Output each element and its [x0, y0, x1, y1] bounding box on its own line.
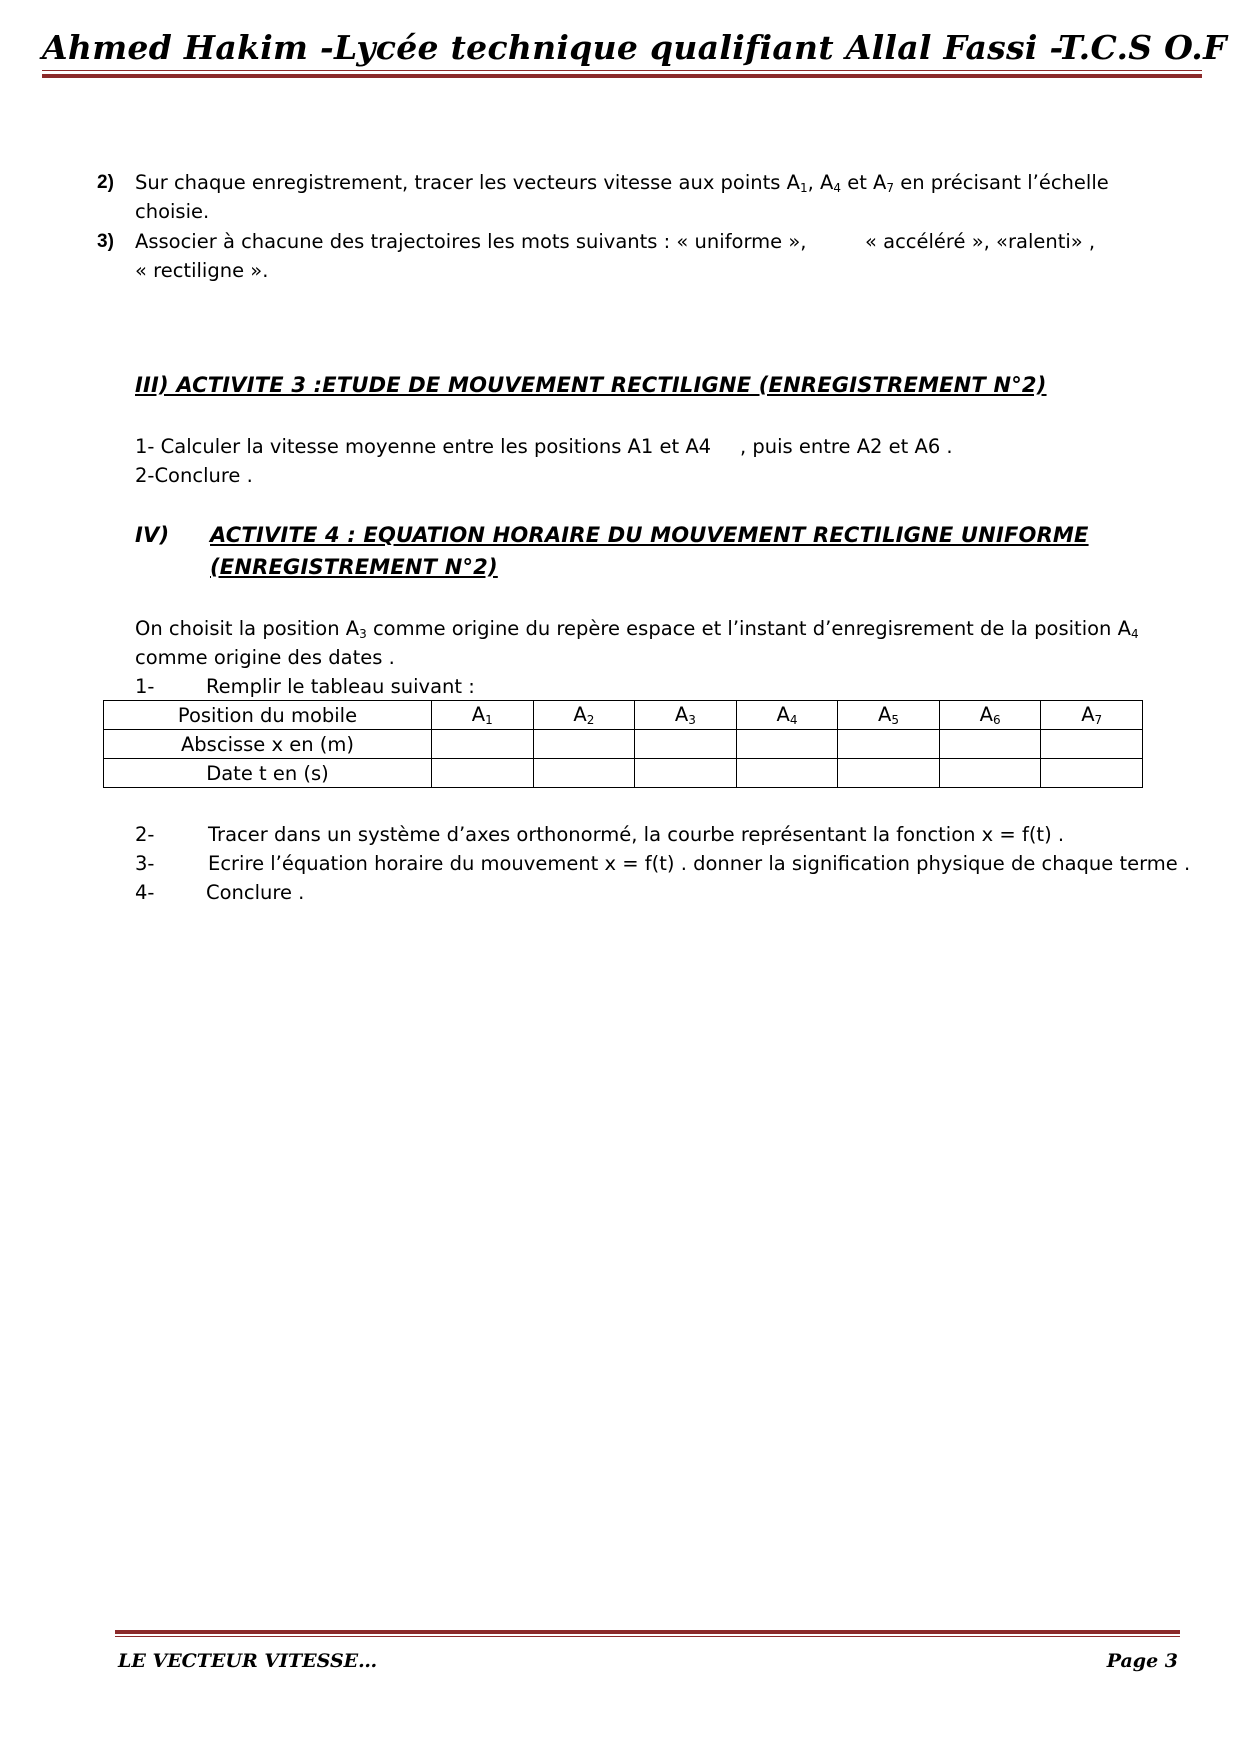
table-row	[104, 730, 1143, 759]
footer-chapter-title: LE VECTEUR VITESSE…	[118, 1650, 378, 1672]
page-header-title: Ahmed Hakim -Lycée technique qualifiant Allal Fassi -T.C.S O.F	[42, 28, 1227, 67]
section-3-heading: III) ACTIVITE 3 :ETUDE DE MOUVEMENT RECTILIGNE (ENREGISTREMENT N°2)	[135, 373, 1047, 397]
table-empty-cell	[635, 730, 737, 759]
section-4-heading-line1: ACTIVITE 4 : EQUATION HORAIRE DU MOUVEMENT RECTILIGNE UNIFORME	[210, 523, 1089, 547]
table-position-cell: $A_5$	[838, 701, 940, 730]
section-4-step3-number: 3-	[135, 852, 155, 875]
section-4-step4-text: Conclure .	[206, 881, 305, 904]
table-position-cell: $A_2$	[533, 701, 635, 730]
table-empty-cell	[533, 730, 635, 759]
table-header-cell: Position du mobile	[104, 701, 432, 730]
table-position-cell: $A_1$	[432, 701, 534, 730]
table-position-cell: $A_7$	[1041, 701, 1143, 730]
section-4-step4-number: 4-	[135, 881, 155, 904]
section-4-step1-text: Remplir le tableau suivant :	[206, 675, 475, 698]
question-3-line2: « rectiligne ».	[135, 259, 269, 282]
table-empty-cell	[838, 730, 940, 759]
table-position-cell: $A_3$	[635, 701, 737, 730]
table-empty-cell	[939, 730, 1041, 759]
table-empty-cell	[432, 759, 534, 788]
section-4-step3-text: Ecrire l’équation horaire du mouvement x = f(t) . donner la signification physique de chaque terme .	[208, 852, 1191, 875]
footer-rule-top	[115, 1630, 1180, 1634]
positions-table	[103, 700, 1143, 788]
question-3-number: 3)	[97, 231, 114, 252]
question-2-line1: Sur chaque enregistrement, tracer les vecteurs vitesse aux points $A_1$, $A_4$ et $A_7$ en précisant l’échelle	[135, 171, 1109, 195]
table-empty-cell	[635, 759, 737, 788]
footer-page-number: Page 3	[1106, 1650, 1178, 1672]
table-row	[104, 759, 1143, 788]
table-empty-cell	[1041, 759, 1143, 788]
table-empty-cell	[736, 730, 838, 759]
section-3-question-1a: 1- Calculer la vitesse moyenne entre les positions A1 et A4	[135, 435, 712, 458]
table-empty-cell	[736, 759, 838, 788]
section-4-intro-line1: On choisit la position $A_3$ comme origine du repère espace et l’instant d’enregisrement de la position $A_4$	[135, 617, 1139, 641]
section-4-step2-text: Tracer dans un système d’axes orthonormé, la courbe représentant la fonction x = f(t) .	[208, 823, 1065, 846]
question-3-line1: Associer à chacune des trajectoires les mots suivants : « uniforme »,	[135, 230, 807, 253]
table-position-cell: $A_6$	[939, 701, 1041, 730]
section-4-step2-number: 2-	[135, 823, 155, 846]
table-empty-cell	[432, 730, 534, 759]
section-4-intro-line2: comme origine des dates .	[135, 646, 395, 669]
table-empty-cell	[533, 759, 635, 788]
question-3-line1-words: « accéléré », «ralenti» ,	[865, 230, 1096, 253]
section-3-question-1b: , puis entre A2 et A6 .	[740, 435, 953, 458]
header-rule-bottom	[42, 74, 1202, 78]
table-position-cell: $A_4$	[736, 701, 838, 730]
table-empty-cell	[1041, 730, 1143, 759]
section-4-heading-line2: (ENREGISTREMENT N°2)	[210, 555, 498, 579]
section-4-step1-number: 1-	[135, 675, 155, 698]
question-2-number: 2)	[97, 172, 114, 193]
table-empty-cell	[939, 759, 1041, 788]
section-4-heading-number: IV)	[135, 523, 170, 547]
footer-rule-bottom	[115, 1636, 1180, 1637]
table-empty-cell	[838, 759, 940, 788]
table-row-label-date: Date t en (s)	[104, 759, 432, 788]
table-row	[104, 701, 1143, 730]
header-rule-top	[42, 70, 1202, 71]
question-2-line2: choisie.	[135, 200, 210, 223]
section-3-question-2: 2-Conclure .	[135, 464, 253, 487]
table-row-label-abscisse: Abscisse x en (m)	[104, 730, 432, 759]
